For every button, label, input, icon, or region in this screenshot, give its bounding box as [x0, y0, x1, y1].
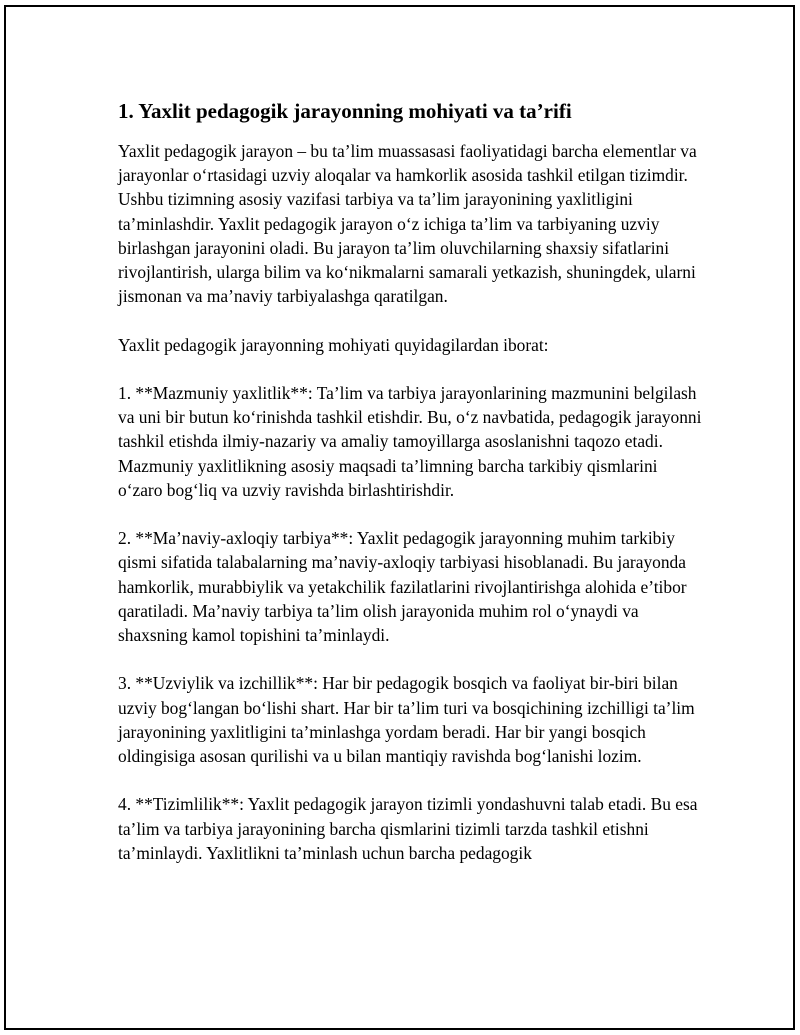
list-item-systematicity: 4. **Tizimlilik**: Yaxlit pedagogik jarayon tizimli yondashuvni talab etadi. Bu esa ta’lim va tarbiya jarayonining barcha qismlarini tizimli tarzda tashkil etishni ta’minlaydi. Yaxlitlikni ta’minlash uchun barcha pedagogik: [118, 794, 698, 863]
intro-paragraph: Yaxlit pedagogik jarayon – bu ta’lim muassasasi faoliyatidagi barcha elementlar va jarayonlar o‘rtasidagi uzviy aloqalar va hamkorlik asosida tashkil etilgan tizimdir. Ushbu tizimning asosiy vazifasi tarbiya va ta’lim jarayonining yaxlitligini ta’minlashdir. Yaxlit pedagogik jarayon o‘z ichiga ta’lim va tarbiyaning uzviy birlashgan jarayonini oladi. Bu jarayon ta’lim oluvchilarning shaxsiy sifatlarini rivojlantirish, ularga bilim va ko‘nikmalarni samarali yetkazish, shuningdek, ularni jismonan va ma’naviy tarbiyalashga qaratilgan.: [118, 141, 697, 307]
document-content: [118, 97, 703, 889]
document-page: [4, 5, 795, 1030]
essence-intro-paragraph: Yaxlit pedagogik jarayonning mohiyati quyidagilardan iborat:: [118, 334, 549, 355]
list-item-content-integrity: 1. **Mazmuniy yaxlitlik**: Ta’lim va tarbiya jarayonlarining mazmunini belgilash va uni bir butun ko‘rinishda tashkil etishdir. Bu, o‘z navbatida, pedagogik jarayonni tashkil etishda ilmiy-nazariy va amaliy tamoyillarga asoslanishni taqozo etadi. Mazmuniy yaxlitlikning asosiy maqsadi ta’limning barcha tarkibiy qismlarini o‘zaro bog‘liq va uzviy ravishda birlashtirishdir.: [118, 383, 702, 500]
list-item-moral-education: 2. **Ma’naviy-axloqiy tarbiya**: Yaxlit pedagogik jarayonning muhim tarkibiy qismi sifatida talabalarning ma’naviy-axloqiy tarbiyasi hisoblanadi. Bu jarayonda hamkorlik, murabbiylik va yetakchilik fazilatlarini rivojlantirishga alohida e’tibor qaratiladi. Ma’naviy tarbiya ta’lim olish jarayonida muhim rol o‘ynaydi va shaxsning kamol topishini ta’minlaydi.: [118, 528, 687, 646]
section-heading: 1. Yaxlit pedagogik jarayonning mohiyati va ta’rifi: [118, 99, 572, 123]
list-item-continuity: 3. **Uzviylik va izchillik**: Har bir pedagogik bosqich va faoliyat bir-biri bilan uzviy bog‘langan bo‘lishi shart. Har bir ta’lim turi va bosqichining izchilligi ta’lim jarayonining yaxlitligini ta’minlashga yordam beradi. Har bir yangi bosqich oldingisiga asosan qurilishi va u bilan mantiqiy ravishda bog‘lanishi lozim.: [118, 673, 695, 767]
